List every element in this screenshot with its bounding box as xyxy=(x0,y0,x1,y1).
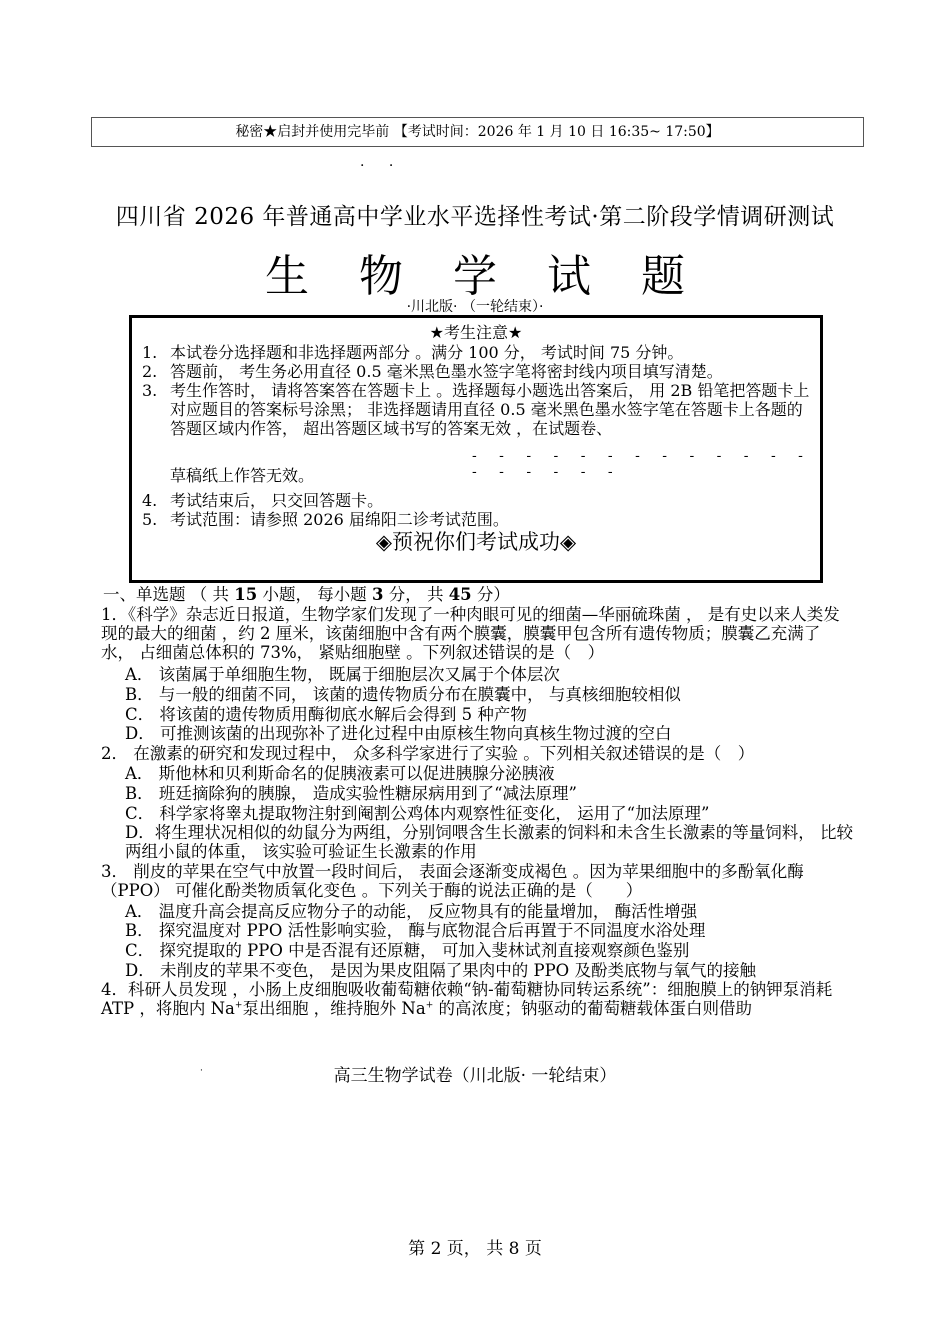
option-b: B． 与一般的细菌不同， 该菌的遗传物质分布在膜囊中， 与真核细胞较相似 xyxy=(125,685,681,704)
secret-line: 秘密★启封并使用完毕前 【考试时间：2026 年 1 月 10 日 16:35~ 17:50】 xyxy=(235,124,720,140)
option-a: A． 该菌属于单细胞生物， 既属于细胞层次又属于个体层次 xyxy=(125,665,560,684)
secret-header xyxy=(91,117,864,147)
option-a: A． 温度升高会提高反应物分子的动能， 反应物具有的能量增加， 酶活性增强 xyxy=(125,902,698,921)
option-b: B． 探究温度对 PPO 活性影响实验， 酶与底物混合后再置于不同温度水浴处理 xyxy=(125,921,706,940)
option-d: D． 可推测该菌的出现弥补了进化过程中由原核生物向真核生物过渡的空白 xyxy=(125,724,672,743)
exam-title: 四川省 2026 年普通高中学业水平选择性考试·第二阶段学情调研测试 xyxy=(115,204,835,230)
paper-name: 高三生物学试卷（川北版· 一轮结束） xyxy=(333,1066,617,1086)
subject-title: 生 物 学 试 题 xyxy=(265,251,703,302)
edition-label: ·川北版· （一轮结束）· xyxy=(406,299,544,315)
question-stem: 2． 在激素的研究和发现过程中， 众多科学家进行了实验 。下列相关叙述错误的是（ ） xyxy=(101,744,755,763)
notice-title: ★考生注意★ xyxy=(429,323,523,342)
option-c: C． 科学家将睾丸提取物注射到阉割公鸡体内观察性征变化， 运用了“加法原理” xyxy=(125,804,710,823)
question-stem: 3． 削皮的苹果在空气中放置一段时间后， 表面会逐渐变成褐色 。因为苹果细胞中的多酚氧化酶（PPO） 可催化酚类物质氧化变色 。下列关于酶的说法正确的是（ ） xyxy=(101,862,804,900)
option-a: A． 斯他林和贝利斯命名的促胰液素可以促进胰腺分泌胰液 xyxy=(125,764,555,783)
option-d: D．将生理状况相似的幼鼠分为两组，分别饲喂含生长激素的饲料和未含生长激素的等量饲料， 比较两组小鼠的体重， 该实验可验证生长激素的作用 xyxy=(125,823,853,861)
section-heading: 一、单选题 （ 共 15 小题， 每小题 3 分， 共 45 分） xyxy=(103,585,510,604)
decorative-dots: · · xyxy=(360,158,404,174)
wish-text: ◈预祝你们考试成功◈ xyxy=(375,530,577,554)
dash-line: - - - - - - - - - - - - - - - - - - - xyxy=(472,448,812,480)
page-number: 第 2 页， 共 8 页 xyxy=(408,1239,542,1259)
tick-mark: · xyxy=(200,1066,203,1076)
notice-box: ★考生注意★ 1. 本试卷分选择题和非选择题两部分 。满分 100 分， 考试时间 75 分钟。 2. 答题前， 考生务必用直径 0.5 毫米黑色墨水签字笔将密封线内项目填写清楚。 3. 考生作答时， 请将答案答在答题卡上 。选择题每小题选出答案后， 用 2B 铅笔把答题卡上对应题目的答案标号涂黑； 非选择题请用直径 0.5 毫米黑色墨水签字笔在答题卡上各题的答题区域内作答， 超出答题区域书写的答案无效 ，在试题卷、 - - - - - - - - - - - - - - - - - - - 草稿纸上作答无效。 4. 考试结束后， 只交回答题卡。 5. 考试范围：请参照 2026 届绵阳二诊考试范围。 ◈预祝你们考试成功◈ xyxy=(129,315,823,583)
question-stem: 1．《科学》杂志近日报道，生物学家们发现了一种肉眼可见的细菌—华丽硫珠菌 ， 是有史以来人类发现的最大的细菌 ，约 2 厘米，该菌细胞中含有两个膜囊，膜囊甲包含所有遗传物质；膜囊乙充满了水， 占细菌总体积的 73%， 紧贴细胞壁 。下列叙述错误的是（ ） xyxy=(101,605,840,662)
question-stem: 4．科研人员发现 ，小肠上皮细胞吸收葡萄糖依赖“钠-葡萄糖协同转运系统”：细胞膜上的钠钾泵消耗 ATP ，将胞内 Na+泵出细胞 ，维持胞外 Na+ 的高浓度；钠驱动的葡萄糖载体蛋白则借助 xyxy=(101,980,833,1018)
option-b: B． 班廷摘除狗的胰腺， 造成实验性糖尿病用到了“减法原理” xyxy=(125,784,577,803)
option-c: C． 探究提取的 PPO 中是否混有还原糖， 可加入斐林试剂直接观察颜色鉴别 xyxy=(125,941,690,960)
option-d: D． 未削皮的苹果不变色， 是因为果皮阻隔了果肉中的 PPO 及酚类底物与氧气的接触 xyxy=(125,961,756,980)
option-c: C． 将该菌的遗传物质用酶彻底水解后会得到 5 种产物 xyxy=(125,705,527,724)
